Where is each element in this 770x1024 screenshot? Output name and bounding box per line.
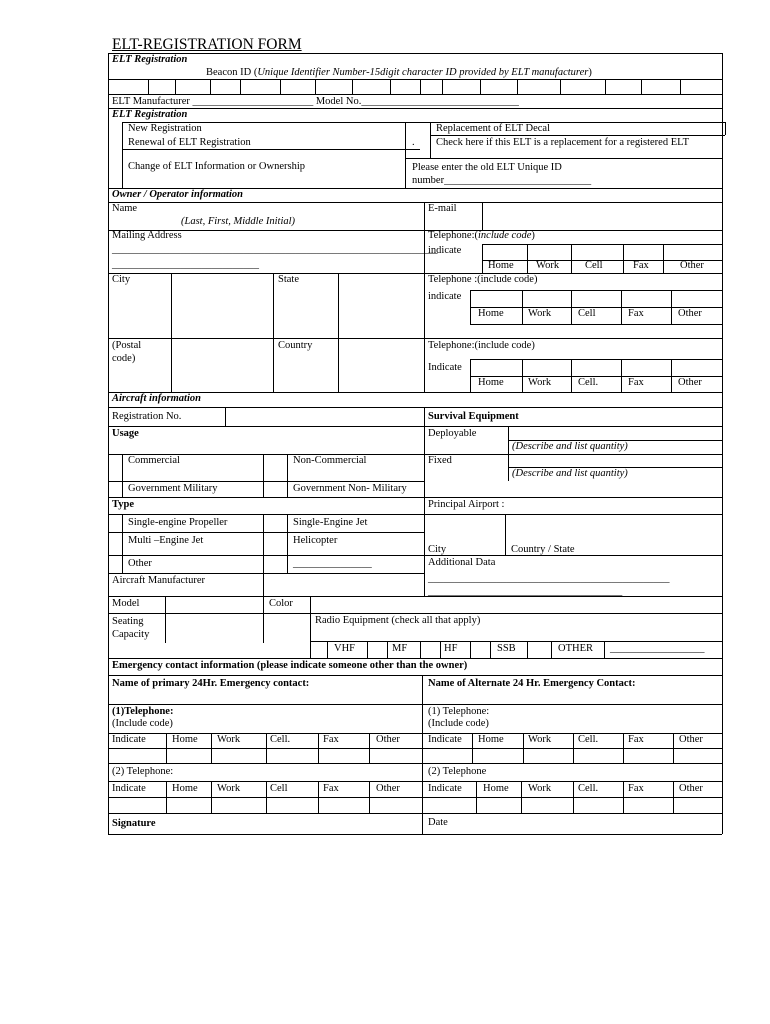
radio-hf-label: HF — [444, 643, 458, 654]
e2-types-top — [108, 781, 722, 782]
tel3-type-cell: Cell. — [578, 377, 599, 388]
tel3-type-home: Home — [478, 377, 504, 388]
emergency-section-top — [108, 658, 722, 659]
tel2-indicate-label: indicate — [428, 291, 462, 302]
city-label: City — [112, 274, 131, 285]
aircraft-heading: Aircraft information — [112, 393, 201, 404]
country-label: Country — [278, 340, 313, 351]
radio-vhf-label: VHF — [334, 643, 356, 654]
additional-data-line-2: _____________________________________ — [428, 586, 623, 597]
type-checkbox-col — [122, 514, 123, 573]
registration-type-heading: ELT Registration — [112, 109, 188, 120]
gov-military-label: Government Military — [128, 483, 218, 494]
owner-tel2-label: Telephone :(include code) — [428, 274, 538, 285]
address-line-2: ____________________________ — [112, 259, 259, 270]
owner-tel1-input[interactable] — [483, 245, 721, 259]
tel1-type-work: Work — [536, 260, 560, 271]
principal-airport-country-input[interactable] — [506, 515, 721, 540]
fixed-label: Fixed — [428, 455, 452, 466]
e1-a-home: Home — [478, 734, 504, 745]
vhf-checkbox[interactable] — [311, 642, 326, 657]
reg-checkbox-col — [122, 122, 123, 188]
e1-boxes-bottom — [108, 763, 722, 764]
email-label: E-mail — [428, 203, 457, 214]
radio-box — [387, 641, 388, 658]
color-input[interactable] — [311, 597, 721, 612]
change-info-label: Change of ELT Information or Ownership — [128, 161, 306, 172]
replacement-decal-label: Replacement of ELT Decal — [436, 123, 550, 134]
e2-p-indicate: Indicate — [112, 783, 146, 794]
radio-other-blank: __________________ — [610, 643, 705, 654]
type-top — [108, 497, 722, 498]
replacement-decal-checkbox[interactable] — [406, 123, 429, 135]
replacement-dot: . — [412, 137, 415, 148]
e1-a-fax: Fax — [628, 734, 644, 745]
radio-equipment-label: Radio Equipment (check all that apply) — [315, 615, 481, 626]
e2-a-cell: Cell. — [578, 783, 599, 794]
principal-airport-city-input[interactable] — [425, 515, 504, 540]
fixed-describe: (Describe and list quantity) — [512, 468, 628, 479]
type-label: Type — [112, 499, 134, 510]
new-registration-label: New Registration — [128, 123, 202, 134]
primary-contact-label: Name of primary 24Hr. Emergency contact: — [112, 678, 310, 689]
tel1-type-other: Other — [680, 260, 704, 271]
beacon-id-label — [206, 67, 592, 79]
manufacturer-row-bottom — [108, 108, 722, 109]
owner-mid — [424, 202, 425, 392]
usage-label: Usage — [112, 428, 139, 439]
e2-p-work: Work — [217, 783, 241, 794]
radio-box — [440, 641, 441, 658]
form-right-border — [722, 53, 723, 834]
owner-tel3-input[interactable] — [471, 360, 721, 375]
alternate-tel2-input[interactable] — [423, 798, 721, 812]
model-input[interactable] — [166, 597, 262, 612]
seating-label-2: Capacity — [112, 629, 150, 640]
tel1-type-cell: Cell — [585, 260, 603, 271]
helicopter-checkbox[interactable] — [264, 533, 286, 554]
tel2-type-work: Work — [528, 308, 552, 319]
replacement-elt-checkbox[interactable] — [406, 136, 429, 157]
tel2-types-bottom — [470, 324, 722, 325]
additional-data-label: Additional Data — [428, 557, 496, 568]
e2-p-home: Home — [172, 783, 198, 794]
renewal-bottom — [122, 149, 420, 150]
replacement-bottom — [430, 135, 725, 136]
gov-military-checkbox[interactable] — [109, 482, 121, 496]
postal-code-input[interactable] — [172, 339, 272, 391]
e2-p-cell: Cell — [270, 783, 288, 794]
other-type-input[interactable] — [264, 556, 286, 572]
e1-a-indicate: Indicate — [428, 734, 462, 745]
radio-box — [490, 641, 491, 658]
e2-a-indicate: Indicate — [428, 783, 462, 794]
other-top — [108, 555, 722, 556]
e2-a-work: Work — [528, 783, 552, 794]
aircraft-manufacturer-input[interactable] — [264, 574, 423, 595]
multi-jet-checkbox[interactable] — [109, 533, 121, 554]
address-line-1: ______________________________________________________________ — [112, 244, 438, 255]
non-commercial-checkbox[interactable] — [264, 455, 286, 480]
e1-a-work: Work — [528, 734, 552, 745]
helicopter-label: Helicopter — [293, 535, 338, 546]
tel1-note: include code — [478, 230, 532, 241]
aircraft-mid — [424, 407, 425, 596]
primary-tel2-label: (2) Telephone: — [112, 766, 174, 777]
e1-p-other: Other — [376, 734, 400, 745]
postal-field-right — [273, 338, 274, 392]
seating-capacity-input[interactable] — [166, 614, 262, 642]
alternate-contact-label: Name of Alternate 24 Hr. Emergency Contact: — [428, 678, 636, 689]
single-prop-checkbox[interactable] — [109, 515, 121, 531]
model-label: Model — [112, 598, 140, 609]
owner-tel3-label: Telephone:(include code) — [428, 340, 535, 351]
ssb-checkbox[interactable] — [471, 642, 489, 657]
elt-manufacturer-label: ELT Manufacturer _______________________ Model No.______________________________ — [112, 96, 519, 107]
airport-city-label: City — [428, 544, 447, 555]
tel1-type-home: Home — [488, 260, 514, 271]
date-label: Date — [428, 817, 448, 828]
airport-country-label: Country / State — [511, 544, 575, 555]
tel3-type-fax: Fax — [628, 377, 644, 388]
color-label: Color — [269, 598, 293, 609]
tel3-type-other: Other — [678, 377, 702, 388]
form-bottom-border — [108, 834, 722, 835]
old-elt-id-number: number____________________________ — [412, 175, 592, 186]
e1-p-fax: Fax — [323, 734, 339, 745]
seating-label-1: Seating — [112, 616, 144, 627]
beacon-id-suffix: ) — [588, 67, 592, 78]
owner-tel2-input[interactable] — [471, 291, 721, 306]
form-top-border — [108, 53, 722, 54]
deployable-label: Deployable — [428, 428, 477, 439]
e1-a-other: Other — [679, 734, 703, 745]
radio-other-label: OTHER — [558, 643, 593, 654]
tel1-indicate-label: indicate — [428, 245, 462, 256]
radio-ssb-label: SSB — [497, 643, 516, 654]
tel3-indicate-label: Indicate — [428, 362, 462, 373]
commercial-checkbox[interactable] — [109, 455, 121, 480]
single-jet-checkbox[interactable] — [264, 515, 286, 531]
radio-mf-label: MF — [392, 643, 408, 654]
mf-checkbox[interactable] — [368, 642, 386, 657]
e2-a-home: Home — [483, 783, 509, 794]
e1-a-cell: Cell. — [578, 734, 599, 745]
tel2-type-other: Other — [678, 308, 702, 319]
emergency-heading: Emergency contact information (please indicate someone other than the owner) — [112, 660, 468, 671]
additional-data-line-1: ______________________________________________ — [428, 573, 670, 584]
renewal-label: Renewal of ELT Registration — [128, 137, 251, 148]
hf-checkbox[interactable] — [421, 642, 439, 657]
country-input[interactable] — [339, 339, 423, 391]
old-elt-id-label: Please enter the old ELT Unique ID — [412, 162, 562, 173]
form-title: ELT-REGISTRATION FORM — [112, 36, 302, 53]
emergency-heading-bottom — [108, 675, 722, 676]
gov-non-military-checkbox[interactable] — [264, 482, 286, 496]
tel2-type-home: Home — [478, 308, 504, 319]
fixed-input[interactable] — [509, 455, 721, 466]
postal-code-label-1: (Postal — [112, 340, 142, 351]
principal-airport-label: Principal Airport : — [428, 499, 505, 510]
e1-p-indicate: Indicate — [112, 734, 146, 745]
primary-tel1-input[interactable] — [109, 749, 421, 762]
postal-code-label-2: code) — [112, 353, 136, 364]
other-type-blank: _______________ — [293, 558, 372, 569]
city-field-right — [273, 273, 274, 338]
other-type-checkbox[interactable] — [109, 556, 121, 572]
reg-check-col — [430, 122, 431, 158]
beacon-id-input[interactable] — [109, 80, 721, 93]
email-input[interactable] — [483, 203, 721, 229]
non-commercial-label: Non-Commercial — [293, 455, 367, 466]
usage-checkbox-col — [122, 454, 123, 497]
model-field-right — [263, 596, 264, 643]
tel1-type-fax: Fax — [633, 260, 649, 271]
mailing-address-label: Mailing Address — [112, 230, 182, 241]
renewal-checkbox[interactable] — [109, 136, 121, 148]
date-input[interactable] — [455, 814, 721, 833]
single-jet-label: Single-Engine Jet — [293, 517, 368, 528]
owner-tel1-label — [428, 230, 535, 242]
e1-p-work: Work — [217, 734, 241, 745]
state-input[interactable] — [339, 274, 423, 337]
alternate-tel1-label: (1) Telephone: — [428, 706, 490, 717]
signature-label: Signature — [112, 818, 156, 829]
mailing-top — [108, 230, 722, 231]
primary-tel1-label: (1)Telephone: — [112, 706, 174, 717]
primary-tel2-input[interactable] — [109, 798, 421, 812]
beacon-id-note: Unique Identifier Number-15digit character ID provided by ELT manufacturer — [257, 67, 589, 78]
elt-registration-heading: ELT Registration — [112, 54, 188, 65]
deployable-input[interactable] — [509, 427, 721, 439]
alternate-tel1-input[interactable] — [423, 749, 721, 762]
tel2-type-fax: Fax — [628, 308, 644, 319]
deployable-describe: (Describe and list quantity) — [512, 441, 628, 452]
alternate-tel1-include: (Include code) — [428, 718, 489, 729]
usage-mid-right — [287, 454, 288, 497]
reg-right-end — [725, 122, 726, 135]
e2-a-fax: Fax — [628, 783, 644, 794]
name-label: Name — [112, 203, 138, 214]
type-mid-right — [287, 514, 288, 573]
gov-non-military-label: Government Non- Military — [293, 483, 407, 494]
registration-no-input[interactable] — [226, 408, 423, 425]
aircraft-manufacturer-label: Aircraft Manufacturer — [112, 575, 205, 586]
e2-a-other: Other — [679, 783, 703, 794]
primary-tel1-include: (Include code) — [112, 718, 173, 729]
registration-no-label: Registration No. — [112, 411, 182, 422]
single-prop-label: Single-engine Propeller — [128, 517, 228, 528]
other-type-label: Other — [128, 558, 152, 569]
tel2-type-cell: Cell — [578, 308, 596, 319]
e1-p-home: Home — [172, 734, 198, 745]
tel3-type-work: Work — [528, 377, 552, 388]
multi-jet-label: Multi –Engine Jet — [128, 535, 204, 546]
radio-box — [551, 641, 552, 658]
radio-box — [327, 641, 328, 658]
new-registration-checkbox[interactable] — [109, 123, 121, 135]
contact-name-bottom — [108, 704, 722, 705]
city-input[interactable] — [172, 274, 272, 337]
name-hint: (Last, First, Middle Initial) — [181, 216, 296, 227]
beacon-id-prefix: Beacon ID ( — [206, 67, 258, 78]
e2-p-other: Other — [376, 783, 400, 794]
owner-heading: Owner / Operator information — [112, 189, 243, 200]
e2-p-fax: Fax — [323, 783, 339, 794]
alternate-tel2-label: (2) Telephone — [428, 766, 487, 777]
survival-equipment-label: Survival Equipment — [428, 411, 519, 422]
tel1-suffix: ) — [531, 230, 535, 241]
check-bottom — [405, 158, 722, 159]
replacement-elt-label: Check here if this ELT is a replacement for a registered ELT — [436, 137, 689, 148]
tel1-prefix: Telephone:( — [428, 230, 478, 241]
signature-input[interactable] — [170, 814, 421, 833]
change-info-checkbox[interactable] — [109, 150, 121, 187]
e1-p-cell: Cell. — [270, 734, 291, 745]
other-radio-checkbox[interactable] — [528, 642, 550, 657]
state-label: State — [278, 274, 299, 285]
alternate-contact-name-input[interactable] — [423, 692, 721, 703]
primary-contact-name-input[interactable] — [109, 692, 421, 703]
commercial-label: Commercial — [128, 455, 180, 466]
